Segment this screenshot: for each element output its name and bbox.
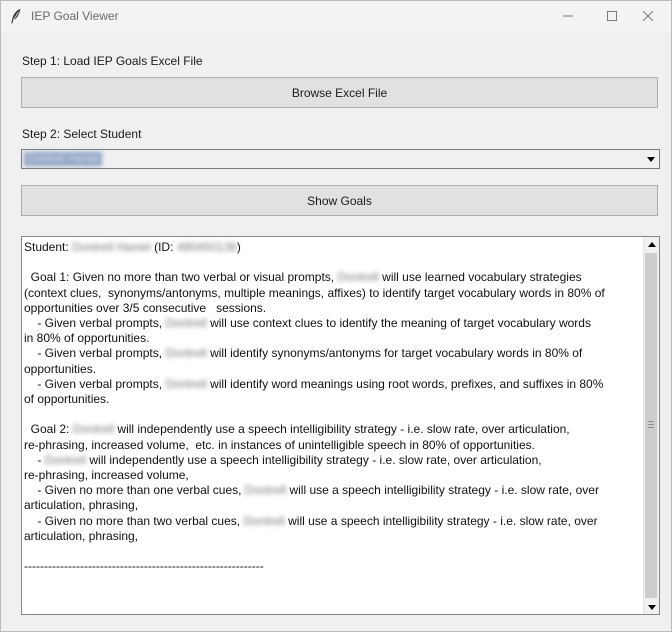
goal1-sub3 [24, 377, 643, 392]
goal1-sub2 [24, 346, 643, 361]
feather-icon [10, 8, 22, 24]
student-select[interactable] [21, 149, 660, 169]
student-id: 480450138 [176, 240, 237, 254]
dropdown-arrow-icon[interactable] [643, 150, 659, 168]
goal2-sub3-text: - Given no more than two verbal cues, [24, 513, 244, 528]
goal2-sub1-text: will independently use a speech intelligibility strategy - i.e. slow rate, over articulation, [86, 452, 542, 467]
scrollbar-grip [648, 421, 654, 422]
close-button[interactable] [625, 1, 671, 31]
selected-student: Dontrell Haniel [24, 152, 102, 166]
goal2-sub3 [24, 514, 643, 529]
goal1-line1 [24, 270, 643, 285]
goal1-line3: opportunities over 3/5 consecutive sessions. [24, 300, 267, 315]
goal1-sub3-text: will identify word meanings using root words, prefixes, and suffixes in 80% [206, 376, 604, 391]
goal2-sub2-text: will use a speech intelligibility strategy - i.e. slow rate, over [286, 483, 599, 498]
id-prefix: (ID: [150, 240, 177, 254]
goals-text-content[interactable] [22, 237, 644, 614]
student-first-name: Dontrell [72, 422, 115, 437]
scroll-down-arrow-icon[interactable] [644, 600, 659, 614]
scrollbar-grip [648, 424, 654, 425]
goal2-sub2 [24, 483, 643, 498]
minimize-icon [563, 11, 573, 21]
id-suffix: ) [236, 240, 241, 254]
goal1-sub1 [24, 316, 643, 331]
student-name: Dontrell Haniel [72, 240, 151, 254]
goal1-sub1-text: will use context clues to identify the meaning of target vocabulary words [206, 316, 591, 331]
window-title: IEP Goal Viewer [31, 9, 119, 23]
goal2-sub2-cont: articulation, phrasing, [24, 498, 139, 513]
goal1-sub2-text: - Given verbal prompts, [24, 346, 166, 361]
blank-line [24, 407, 643, 422]
browse-excel-button[interactable]: Browse Excel File [21, 77, 658, 108]
vertical-scrollbar[interactable] [643, 237, 659, 614]
student-line [24, 240, 643, 255]
goals-output-text[interactable] [21, 236, 660, 615]
student-first-name: Dontrell [165, 316, 207, 331]
goal1-sub3-cont: of opportunities. [24, 392, 110, 407]
goal2-sub1 [24, 453, 643, 468]
goal1-sub2-cont: opportunities. [24, 361, 97, 376]
scrollbar-grip [648, 427, 654, 428]
goal2-sub2-text: - Given no more than one verbal cues, [24, 483, 245, 498]
minimize-button[interactable] [545, 1, 591, 31]
student-first-name: Dontrell [44, 452, 87, 467]
student-first-name: Dontrell [165, 346, 207, 361]
step2-label: Step 2: Select Student [22, 127, 142, 141]
goal1-sub1-text: - Given verbal prompts, [24, 316, 166, 331]
student-first-name: Dontrell [243, 513, 285, 528]
step1-label: Step 1: Load IEP Goals Excel File [22, 54, 203, 68]
show-goals-button[interactable]: Show Goals [21, 185, 658, 216]
blank-line [24, 544, 643, 559]
goal1-line2: (context clues, synonyms/antonyms, multiple meanings, affixes) to identify target vocabulary words in 80% of [24, 285, 605, 300]
title-bar[interactable] [1, 1, 671, 31]
goal1-text: will use learned vocabulary strategies [378, 270, 582, 285]
scroll-up-arrow-icon[interactable] [644, 237, 659, 251]
goal2-sub1-cont: re-phrasing, increased volume, [24, 468, 189, 483]
goal2-text: Goal 2: [24, 422, 73, 437]
maximize-icon [607, 11, 617, 21]
student-prefix: Student: [24, 240, 73, 254]
goal2-line2: re-phrasing, increased volume, etc. in instances of unintelligible speech in 80% of opportunities. [24, 437, 535, 452]
student-first-name: Dontrell [244, 483, 287, 498]
goal1-sub1-cont: in 80% of opportunities. [24, 331, 150, 346]
student-first-name: Dontrell [337, 270, 379, 285]
goal2-line1 [24, 422, 643, 437]
goal1-sub2-text: will identify synonyms/antonyms for target vocabulary words in 80% of [206, 346, 583, 361]
scrollbar-thumb[interactable] [645, 253, 657, 598]
goal1-sub3-text: - Given verbal prompts, [24, 376, 166, 391]
goal1-text: Goal 1: Given no more than two verbal or visual prompts, [24, 270, 338, 285]
goal2-sub3-text: will use a speech intelligibility strategy - i.e. slow rate, over [284, 513, 598, 528]
separator-line: ------------------------------------------------------------ [24, 559, 264, 574]
student-first-name: Dontrell [165, 376, 207, 391]
goal2-sub1-text: - [24, 452, 45, 467]
goal2-sub3-cont: articulation, phrasing, [24, 528, 139, 543]
close-icon [643, 11, 653, 21]
goal2-text: will independently use a speech intelligibility strategy - i.e. slow rate, over articulation, [114, 422, 570, 437]
blank-line [24, 255, 643, 270]
